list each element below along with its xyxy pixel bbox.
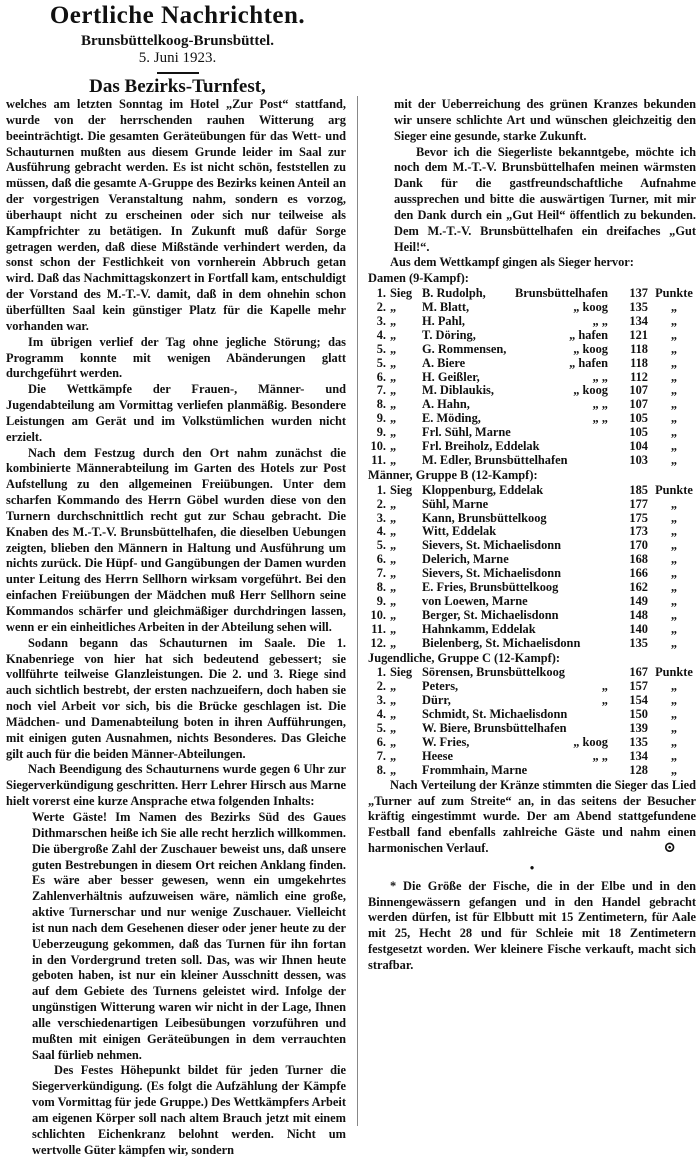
points: 157 [629,679,648,694]
result-row [368,567,696,581]
rank: 1. [376,286,386,301]
athlete-name: Frl. Sühl, Marne [422,425,511,440]
rank: 10. [370,439,386,454]
rank: 10. [370,607,386,622]
result-row [368,426,696,440]
sieg-label: „ [390,439,397,454]
result-row [368,287,696,301]
athlete [422,384,612,398]
sieg-label: „ [390,748,397,763]
points: 177 [629,496,648,511]
athlete-place: „ „ [592,397,608,412]
athlete-name: Frl. Breiholz, Eddelak [422,439,540,454]
rank: 11. [371,621,386,636]
points-unit: „ [670,735,678,749]
rank: 3. [376,313,386,328]
rank: 3. [376,510,386,525]
athlete-place: „ hafen [569,327,608,342]
rank: 3. [376,693,386,708]
athlete [422,736,612,750]
group-title: Damen (9-Kampf): [368,271,469,286]
group-title: Jugendliche, Gruppe C (12-Kampf): [368,650,561,665]
points-unit: „ [670,425,678,440]
sieg-label: „ [390,327,397,342]
result-row [368,525,696,539]
athlete-name: Berger, St. Michaelisdonn [422,607,559,622]
points-unit: „ [670,693,678,708]
points: 166 [629,566,648,581]
speech-paragraph: Werte Gäste! Im Namen des Bezirks Süd des Gaues Dithmarschen heiße ich Sie alle recht herzlich willkommen. Die übergroße Zahl der Zuschauer beweist uns, daß unsere guten Bestrebungen in diesem Ort reichen Anklang finden. Es wäre aber besser gewesen, wenn ein umgekehrtes Zahlenverhältnis aufzuweisen wäre, nämlich eine große, aktive Turnerschar und nur wenige Zuschauer. Vielleicht ist nun nach dem Gesehenen dieser oder jener heute zu der Ueberzeugung gekommen, daß das Turnen für ihn fortan in den Vordergrund treten soll. Das, was wir Ihnen heute geboten haben, ist nur ein kleiner Ausschnitt dessen, was auf dem Gebiete des Turnens geleistet wird. Infolge der ungünstigen Witterung waren wir nicht in der Lage, Ihnen alle verschiedenartigen Leibesübungen vorzuführen und mußten mit einigen Geräteübungen in dem verrauchten Saal fürlieb nehmen. [32,809,346,1062]
athlete [422,609,612,623]
athlete-name: E. Fries, Brunsbüttelkoog [422,580,559,595]
athlete-place: „ „ [592,411,608,426]
paragraph: Sodann begann das Schauturnen im Saale. Die 1. Knabenriege von hier hat sich bedeutend gebessert; sie vollführte teilweise Glanzleistungen. Die 2. und 3. Riege sind auch sichtlich bestrebt, der ersten nachzueifern, doch haben sie noch viel Arbeit vor sich, bis die Brücke geschlagen ist. Die Mädchen- und Damenabteilung boten in ihren Aufführungen, mit einigen guten Ausnahmen, nichts Besonderes. Das Gleiche gilt auch für die beiden Männer-Abteilungen. [6,635,346,761]
date-line: 5. Juni 1923. [138,50,217,66]
athlete [422,750,612,764]
points-unit: Punkte [655,482,693,497]
speech-paragraph: mit der Ueberreichung des grünen Kranzes bekunden wir unsere schlichte Art und wünschen gleichzeitig den Sieger eine gesunde, starke Zukunft. [394,97,696,143]
athlete-name: Kloppenburg, Eddelak [422,482,544,497]
athlete [422,454,612,468]
points-unit: „ [670,607,678,622]
result-row [368,512,696,526]
athlete [422,287,612,301]
points: 173 [629,524,648,539]
rank: 2. [376,300,386,315]
athlete-name: Hahnkamm, Eddelak [422,621,536,636]
column-1 [6,97,346,1159]
sieg-label: Sieg [390,286,413,301]
rank: 7. [376,566,386,581]
points-unit: „ [670,439,678,454]
sieg-label: „ [390,300,397,315]
points: 118 [630,341,648,356]
athlete-name: B. Rudolph, [422,286,486,301]
athlete [422,666,612,680]
sieg-label: „ [390,538,397,553]
sieg-label: „ [390,411,397,426]
rank: 2. [376,679,386,694]
closing-paragraph [368,778,696,857]
athlete-name: Kann, Brunsbüttelkoog [422,510,547,525]
result-row [368,484,696,498]
athlete-place: „ „ [592,369,608,384]
points-unit: „ [670,300,678,315]
points-unit: „ [670,707,678,722]
athlete [422,567,612,581]
athlete [422,708,612,722]
athlete-name: W. Biere, Brunsbüttelhafen [422,721,567,736]
points: 112 [630,369,648,384]
result-row [368,750,696,764]
points-unit: „ [670,748,678,763]
points-unit: „ [670,594,678,608]
result-row [368,412,696,426]
result-group [368,271,696,468]
points: 148 [629,607,648,622]
result-row [368,371,696,385]
rank: 1. [376,665,386,680]
points-unit: „ [670,397,678,412]
results-list [368,271,696,777]
paragraph: Nach Beendigung des Schauturnens wurde gegen 6 Uhr zur Siegerverkündigung geschritten. Herr Lehrer Hirsch aus Marne hielt vorerst eine kurze Ansprache etwa folgenden Inhalts: [6,762,346,809]
athlete-place: „ koog [573,300,608,315]
athlete-name: M. Blatt, [422,300,470,315]
athlete [422,498,612,512]
sieg-label: „ [390,735,397,749]
points: 137 [629,286,648,301]
athlete-name: Dürr, [422,693,451,708]
sieg-label: „ [390,762,397,777]
paragraph: Die Wettkämpfe der Frauen-, Männer- und Jugendabteilung am Vormittag verliefen planmäßig. Besondere Leistungen am Gerät und im Volkstümlichen wurden nicht erzielt. [6,382,346,444]
athlete-name: Sühl, Marne [422,496,489,511]
points-unit: „ [670,453,678,467]
points-unit: „ [670,762,678,777]
rank: 2. [376,496,386,511]
sieg-label: „ [390,693,397,708]
rank: 5. [376,721,386,736]
paragraph: Im übrigen verlief der Tag ohne jegliche Störung; das Programm konnte mit wenigen Abänderungen glatt durchgeführt werden. [6,334,346,381]
athlete-name: W. Fries, [422,735,470,749]
athlete [422,301,612,315]
athlete [422,553,612,567]
points: 140 [629,621,648,636]
sieg-label: „ [390,510,397,525]
athlete [422,357,612,371]
sieg-label: Sieg [390,665,413,680]
sieg-label: „ [390,721,397,736]
athlete-name: H. Geißler, [422,369,480,384]
result-row [368,623,696,637]
sieg-label: „ [390,341,397,356]
athlete-name: G. Rommensen, [422,341,507,356]
points-unit: „ [670,327,678,342]
athlete-place: „ „ [592,748,608,763]
section-title: Oertliche Nachrichten. [49,2,306,29]
result-row [368,357,696,371]
athlete-name: Frommhain, Marne [422,762,528,777]
points: 105 [629,411,648,426]
athlete [422,539,612,553]
result-row [368,498,696,512]
athlete-name: Heese [422,748,453,763]
result-row [368,539,696,553]
rank: 6. [376,552,386,567]
points: 149 [629,594,648,608]
sieg-label: „ [390,524,397,539]
athlete-name: Schmidt, St. Michaelisdonn [422,707,568,722]
points-unit: „ [670,552,678,567]
points-unit: „ [670,355,678,370]
points-unit: „ [670,313,678,328]
athlete [422,637,612,651]
points-unit: „ [670,635,678,650]
athlete [422,512,612,526]
athlete [422,484,612,498]
points-unit: „ [670,721,678,736]
result-row [368,764,696,778]
points: 121 [629,327,648,342]
athlete [422,343,612,357]
sieg-label: „ [390,580,397,595]
athlete-place: Brunsbüttelhafen [515,286,608,301]
sieg-label: „ [390,425,397,440]
sieg-label: „ [390,552,397,567]
rank: 8. [376,762,386,777]
rank: 1. [376,482,386,497]
result-row [368,609,696,623]
sieg-label: „ [390,635,397,650]
points-unit: „ [670,383,678,398]
points: 118 [630,355,648,370]
sieg-label: „ [390,679,397,694]
athlete [422,426,612,440]
points-unit: „ [670,679,678,694]
athlete [422,371,612,385]
sieg-label: „ [390,397,397,412]
athlete-name: Bielenberg, St. Michaelisdonn [422,635,581,650]
result-row [368,581,696,595]
rank: 9. [376,411,386,426]
sieg-label: „ [390,355,397,370]
result-row [368,722,696,736]
sieg-label: „ [390,607,397,622]
sieg-label: Sieg [390,482,413,497]
result-row [368,398,696,412]
points-unit: „ [670,538,678,553]
points: 167 [629,665,648,680]
sieg-label: „ [390,496,397,511]
rank: 8. [376,580,386,595]
result-row [368,315,696,329]
result-row [368,637,696,651]
athlete-name: Sievers, St. Michaelisdonn [422,566,562,581]
result-row [368,440,696,454]
points-unit: „ [670,341,678,356]
result-row [368,384,696,398]
points: 168 [629,552,648,567]
points: 175 [629,510,648,525]
results-intro: Aus dem Wettkampf gingen als Sieger hervor: [390,255,634,270]
points: 134 [629,748,648,763]
rank: 6. [376,735,386,749]
rank: 9. [376,425,386,440]
rank: 4. [376,707,386,722]
points-unit: „ [670,411,678,426]
rank: 11. [371,453,386,467]
group-title: Männer, Gruppe B (12-Kampf): [368,467,538,482]
points-unit: „ [670,510,678,525]
athlete-place: „ hafen [569,355,608,370]
result-row [368,329,696,343]
result-row [368,553,696,567]
athlete [422,694,612,708]
rank: 9. [376,594,386,608]
athlete-name: Sievers, St. Michaelisdonn [422,538,562,553]
result-row [368,301,696,315]
points-unit: „ [670,621,678,636]
points: 162 [629,580,648,595]
athlete-place: „ koog [573,341,608,356]
athlete-name: M. Diblaukis, [422,383,494,398]
points-unit: „ [670,566,678,581]
rank: 7. [376,748,386,763]
points: 107 [629,397,648,412]
athlete-name: A. Hahn, [422,397,470,412]
points: 107 [629,383,648,398]
rank: 8. [376,397,386,412]
result-row [368,454,696,468]
points-unit: Punkte [655,665,693,680]
points: 135 [629,635,648,650]
athlete-name: Peters, [422,679,459,694]
athlete-place: „ koog [573,735,608,749]
sieg-label: „ [390,369,397,384]
paragraph: Nach dem Festzug durch den Ort nahm zunächst die kombinierte Männerabteilung im Garten des Hotels zur Post Aufstellung zu den allgemeinen Freiübungen. Unter dem scharfen Kommando des Herrn Göbel wurden diese von den Turnern durchschnittlich recht gut zur Schau gebracht. Die Knaben des M.-T.-V. Brunsbüttelhafen, die dieselben Uebungen zeigten, blieben den Männern in Haltung und Ausführung um nichts zurück. Die Hüpf- und Gangübungen der Damen wurden unter Leitung des Herrn Sellhorn wirksam vorgeführt. Bei den einfachen Freiübungen der Mädchen muß Herr Sellhorn seine Kommandos schärfer und gleichmäßiger durchdringen lassen, wenn er ein einheitliches Arbeiten in der Abteilung sehen will. [6,445,346,634]
athlete [422,440,612,454]
athlete [422,329,612,343]
athlete-place: „ „ [592,313,608,328]
points: 135 [629,735,648,749]
result-row [368,694,696,708]
athlete-place: „ [601,679,608,694]
athlete [422,680,612,694]
athlete-name: E. Möding, [422,411,481,426]
header-rule [157,72,199,74]
sieg-label: „ [390,383,397,398]
rank: 4. [376,327,386,342]
sieg-label: „ [390,594,397,608]
rank: 5. [376,538,386,553]
rank: 7. [376,383,386,398]
sieg-label: „ [390,313,397,328]
location-line: Brunsbüttelkoog-Brunsbüttel. [81,33,274,49]
paragraph: welches am letzten Sonntag im Hotel „Zur Post“ stattfand, wurde von der herrschenden rauhen Witterung arg beeinträchtigt. Die gesamten Geräteübungen für das Wett- und Schauturnen mußten aus diesem Grunde leider im Saal zur Ausführung gebracht werden. Es ist nicht schön, feststellen zu müssen, daß die gesamte A-Gruppe des Bezirks keinen Anteil an der vorgestrigen Veranstaltung nahm, sondern es vorzog, überhaupt nicht zu erscheinen oder sich nur teilweise als Kampfrichter zu betätigen. In Zukunft muß dafür Sorge getragen werden, daß diese Mißstände verhindert werden, da sonst schon der Festlichkeit von vornherein Abbruch getan wird. Daß das Nachmittagskonzert in Fortfall kam, entschuldigt der Vorstand des M.-T.-V. damit, daß in dem ohnehin schon überfüllten Saal kein günstiger Platz für die Kapelle mehr vorhanden war. [6,97,346,333]
column-2 [368,97,696,974]
sieg-label: „ [390,621,397,636]
speech-paragraph: Des Festes Höhepunkt bildet für jeden Turner die Siegerverkündigung. (Es folgt die Aufzählung der Kämpfe vom Vormittag für jede Gruppe.) Des Wettkämpfers Arbeit am eigenen Körper soll nach altem Brauch jetzt mit einem schlichten Eichenkranz belohnt werden. Nicht um wertvolle Güter kämpfen wir, sondern [32,1063,346,1157]
athlete-name: H. Pahl, [422,313,466,328]
athlete [422,525,612,539]
points-unit: „ [670,580,678,595]
result-row [368,708,696,722]
points: 134 [629,313,648,328]
points: 139 [629,721,648,736]
article-headline: Das Bezirks-Turnfest, [89,76,266,97]
athlete [422,412,612,426]
points: 150 [629,707,648,722]
points-unit: „ [670,369,678,384]
athlete [422,722,612,736]
result-row [368,736,696,750]
points: 185 [629,482,648,497]
sieg-label: „ [390,707,397,722]
result-group [368,651,696,778]
rank: 6. [376,369,386,384]
athlete [422,315,612,329]
rank: 4. [376,524,386,539]
result-group [368,468,696,651]
result-row [368,595,696,609]
result-row [368,666,696,680]
closing-text: Nach Verteilung der Kränze stimmten die Sieger das Lied „Turner auf zum Streite“ an, in das seitens der Besucher kräftig eingestimmt wurde. Der am Abend stattgefundene Festball fand ebenfalls zahlreiche Gäste und nahm einen harmonischen Verlauf. [368,777,696,856]
result-row [368,680,696,694]
athlete [422,764,612,778]
points: 128 [629,762,648,777]
fish-notice: * Die Größe der Fische, die in der Elbe und in den Binnengewässern gefangen und in den Handel gebracht werden dürfen, ist für Elbbutt mit 15 Zentimetern, für Aale mit 25, Hecht 28 und für Schleie mit 18 Zentimetern festgesetzt worden. Wer kleinere Fische verkauft, macht sich strafbar. [368,878,696,972]
end-mark-icon: ⊙ [663,840,676,857]
rank: 5. [376,355,386,370]
separator: • [529,860,535,875]
points: 135 [629,300,648,315]
points-unit: „ [670,496,678,511]
column-divider [357,96,358,1126]
rank: 5. [376,341,386,356]
athlete-name: von Loewen, Marne [422,594,528,608]
athlete-name: Delerich, Marne [422,552,509,567]
points-unit: „ [670,524,678,539]
athlete-name: A. Biere [422,355,466,370]
points: 104 [629,439,648,454]
athlete [422,398,612,412]
athlete-name: M. Edler, Brunsbüttelhafen [422,453,568,467]
athlete-name: T. Döring, [422,327,476,342]
sieg-label: „ [390,453,397,467]
points-unit: Punkte [655,286,693,301]
points: 105 [629,425,648,440]
points: 103 [629,453,648,467]
athlete [422,623,612,637]
rank: 12. [370,635,386,650]
athlete [422,581,612,595]
athlete-place: „ koog [573,383,608,398]
athlete-name: Witt, Eddelak [422,524,497,539]
sieg-label: „ [390,566,397,581]
athlete-name: Sörensen, Brunsbüttelkoog [422,665,565,680]
result-row [368,343,696,357]
speech-paragraph: Bevor ich die Siegerliste bekanntgebe, möchte ich noch dem M.-T.-V. Brunsbüttelhafen meinen wärmsten Dank für die gastfreundschaftliche Aufnahme aussprechen und bitte die auswärtigen Turner, mit mir den Dank durch ein „Gut Heil“ öffentlich zu bekunden. Dem M.-T.-V. Brunsbüttelhafen ein dreifaches „Gut Heil!“. [394,144,696,254]
points: 170 [629,538,648,553]
points: 154 [629,693,648,708]
athlete-place: „ [601,693,608,708]
athlete [422,595,612,609]
